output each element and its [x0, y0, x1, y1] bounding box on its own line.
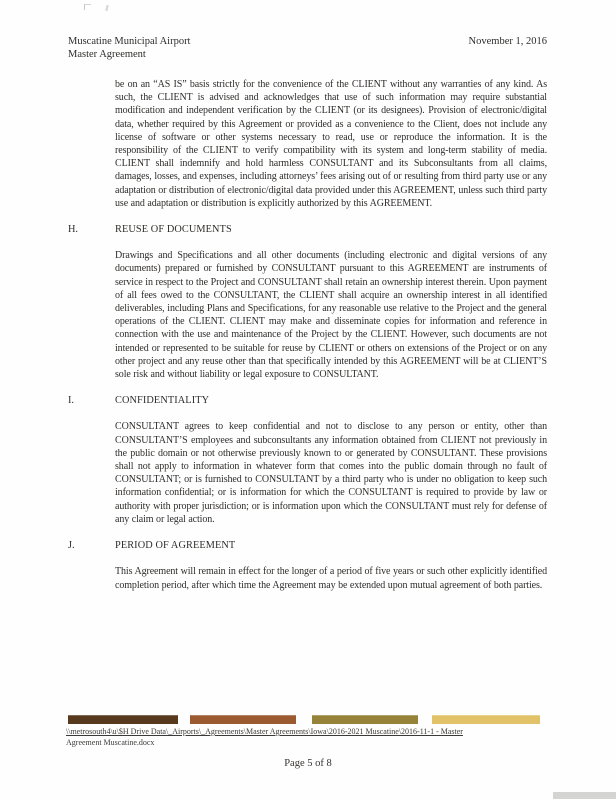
section-title: PERIOD OF AGREEMENT: [115, 540, 236, 552]
section-letter: J.: [68, 540, 75, 552]
header-date: November 1, 2016: [468, 36, 547, 47]
section-letter: I.: [68, 395, 75, 407]
scan-artifact: [105, 5, 108, 11]
section-heading: [68, 539, 547, 552]
section-heading: [68, 223, 547, 236]
intro-paragraph: be on an “AS IS” basis strictly for the convenience of the CLIENT without any warranties of any kind. As such, the CLIENT is advised and acknowledges that use of such information may require substantial modification and independent verification by the CLIENT (or its designees). Provision of electronic/digital data, whether required by this Agreement or provided as a convenience to the Client, does not include any license of software or other systems necessary to read, use or reproduce the information. It is the responsibility of the CLIENT to verify compatibility with its system and long-term stability of media. CLIENT shall indemnify and hold harmless CONSULTANT and its Subconsultants from all claims, damages, losses, and expenses, including attorneys’ fees arising out of or resulting from third party use or any adaptation or distribution of electronic/digital data provided under this AGREEMENT, unless such third party use and adaptation or distribution is explicitly authorized by this AGREEMENT.: [115, 79, 547, 209]
scan-artifact: [84, 4, 91, 10]
section-title: CONFIDENTIALITY: [115, 395, 210, 407]
scan-edge-artifact: [553, 792, 616, 799]
footer-file-path: [66, 726, 568, 748]
section-confidentiality: [68, 394, 547, 526]
header-org: Muscatine Municipal Airport: [68, 36, 191, 47]
section-paragraph: CONSULTANT agrees to keep confidential and not to disclose to any person or entity, other than CONSULTANT’S employees and subconsultants any information obtained from CLIENT not previously in the public domain or not otherwise previously known to or generated by CONSULTANT. These provisions shall not apply to information in whatever form that comes into the public domain through no fault of CONSULTANT; or is furnished to CONSULTANT by a third party who is under no obligation to keep such information confidential; or is information for which the CONSULTANT is required to provide by law or authority with proper jurisdiction; or is information upon which the CONSULTANT must rely for defense of any claim or legal action.: [115, 421, 547, 525]
section-heading: [68, 394, 547, 407]
color-calibration-bar: [68, 715, 540, 724]
header-doc-title: Master Agreement: [68, 48, 146, 60]
section-reuse-of-documents: [68, 223, 547, 381]
header-left-block: [68, 36, 190, 62]
color-swatch-olive: [312, 715, 418, 724]
color-swatch-dark-brown: [68, 715, 178, 724]
section-paragraph: This Agreement will remain in effect for the longer of a period of five years or such other explicitly identified completion period, after which time the Agreement may be extended upon mutual agreement of both parties.: [115, 566, 547, 591]
footer-file-path-line2: Agreement Muscatine.docx: [66, 738, 155, 747]
page-number: Page 5 of 8: [284, 758, 332, 769]
color-swatch-tan: [432, 715, 540, 724]
page-header: [68, 36, 547, 62]
footer-file-path-line1: \\metrosouth4\u\$H Drive Data\_Airports\_Agreements\Master Agreements\Iowa\2016-2021 Muscatine\2016-11-1 - Master: [66, 727, 463, 736]
section-title: REUSE OF DOCUMENTS: [115, 224, 232, 236]
document-body: [68, 78, 547, 592]
section-letter: H.: [68, 224, 79, 236]
color-swatch-sienna: [190, 715, 296, 724]
section-paragraph: Drawings and Specifications and all other documents (including electronic and digital versions of any documents) prepared or furnished by CONSULTANT pursuant to this AGREEMENT are instruments of service in respect to the Project and CONSULTANT shall retain an ownership interest therein. Upon payment of all fees owed to the CONSULTANT, the CLIENT shall acquire an ownership interest in all identified deliverables, including Plans and Specifications, for any reasonable use relative to the Project and the general operations of the CLIENT. CLIENT may make and disseminate copies for information and reference in connection with the use and maintenance of the Project by the CLIENT. However, such documents are not intended or represented to be suitable for reuse by CLIENT or others on extensions of the Project or on any other project and any reuse other than that specifically intended by this AGREEMENT will be at CLIENT’S sole risk and without liability or legal exposure to CONSULTANT.: [115, 250, 547, 381]
section-period-of-agreement: [68, 539, 547, 592]
